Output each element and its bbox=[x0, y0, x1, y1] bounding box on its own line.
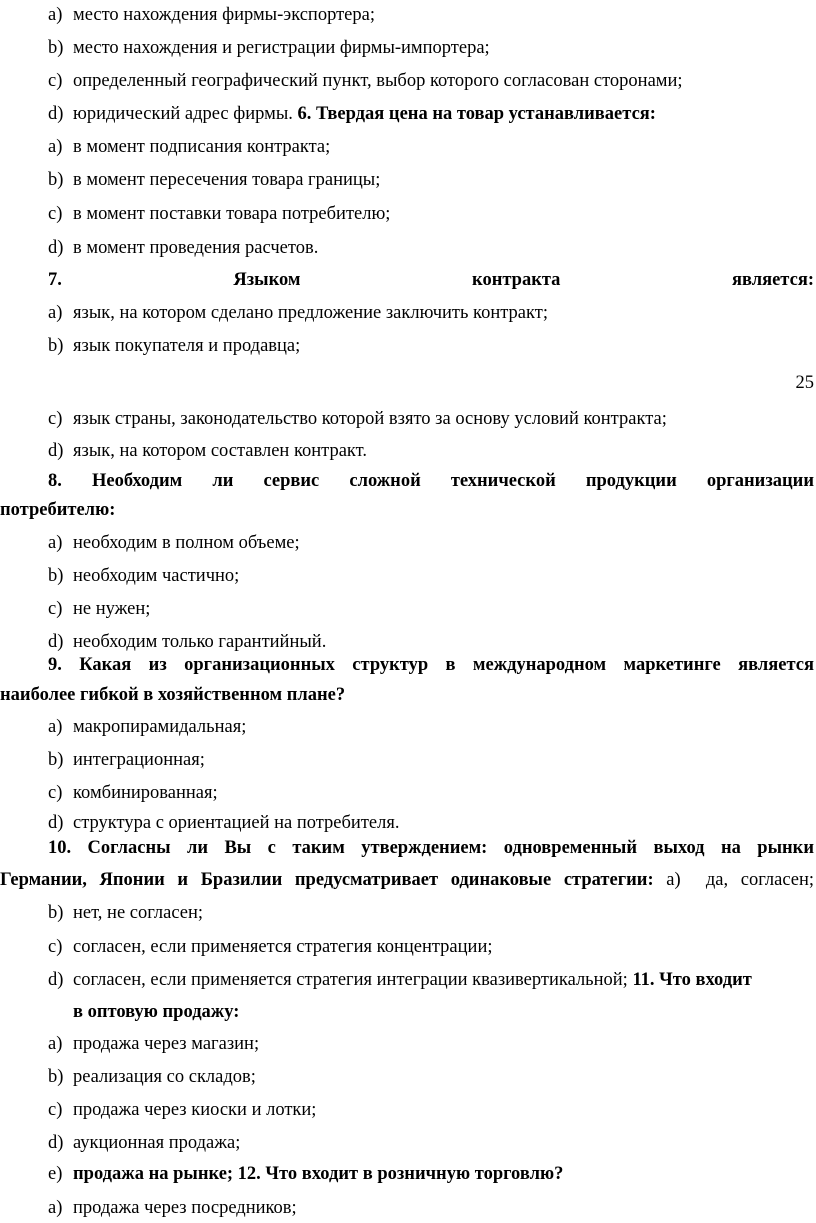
option-text-line bbox=[73, 165, 380, 195]
option-text-line bbox=[73, 298, 548, 328]
option-marker: c) bbox=[48, 599, 63, 619]
option-text: не нужен; bbox=[73, 599, 151, 619]
answer-option bbox=[0, 165, 816, 195]
option-marker: c) bbox=[48, 937, 63, 957]
option-text: интеграционная; bbox=[73, 750, 205, 770]
answer-option bbox=[0, 404, 816, 434]
option-text: нет, не согласен; bbox=[73, 903, 204, 923]
option-marker: b) bbox=[48, 38, 64, 58]
option-text-line bbox=[73, 594, 150, 624]
option-marker: b) bbox=[48, 903, 64, 923]
question-text: наиболее гибкой в хозяйственном плане? bbox=[0, 685, 346, 705]
answer-option bbox=[0, 898, 816, 928]
option-marker: a) bbox=[48, 5, 63, 25]
option-text-line bbox=[73, 778, 218, 808]
option-text-line bbox=[73, 1128, 240, 1158]
question-heading bbox=[0, 650, 816, 680]
option-marker: c) bbox=[48, 1100, 63, 1120]
option-text: в момент пересечения товара границы; bbox=[73, 170, 381, 190]
option-marker: b) bbox=[48, 1067, 64, 1087]
option-marker: d) bbox=[48, 238, 64, 258]
option-text: язык, на котором сделано предложение заключить контракт; bbox=[73, 303, 548, 323]
option-text: необходим только гарантийный. bbox=[73, 632, 327, 652]
question-text: 7. Языком контракта является: bbox=[48, 270, 814, 290]
question-heading bbox=[0, 833, 816, 863]
answer-option bbox=[0, 199, 816, 229]
option-marker: a) bbox=[48, 137, 63, 157]
option-text-line bbox=[73, 0, 375, 30]
option-text-line bbox=[73, 965, 752, 995]
option-text: согласен, если применяется стратегия интеграции квазивертикальной; bbox=[73, 970, 628, 990]
question-text: в оптовую продажу: bbox=[73, 1002, 240, 1022]
option-marker: d) bbox=[48, 441, 64, 461]
answer-option bbox=[0, 1159, 816, 1189]
option-text-line bbox=[73, 712, 246, 742]
question-heading bbox=[0, 466, 816, 496]
option-marker: а) bbox=[666, 870, 681, 890]
option-text-line bbox=[73, 1159, 563, 1189]
option-text: язык страны, законодательство которой взято за основу условий контракта; bbox=[73, 409, 667, 429]
option-text-line bbox=[73, 745, 205, 775]
question-heading bbox=[0, 265, 816, 295]
question-text: 6. Твердая цена на товар устанавливается: bbox=[297, 104, 656, 124]
option-text: макропирамидальная; bbox=[73, 717, 247, 737]
option-marker: b) bbox=[48, 170, 64, 190]
question-continuation bbox=[0, 997, 816, 1027]
option-text-line bbox=[73, 436, 367, 466]
option-text: место нахождения и регистрации фирмы-импортера; bbox=[73, 38, 490, 58]
answer-option bbox=[0, 66, 816, 96]
option-text: язык покупателя и продавца; bbox=[73, 336, 301, 356]
answer-option bbox=[0, 1062, 816, 1092]
answer-option bbox=[0, 778, 816, 808]
option-text: реализация со складов; bbox=[73, 1067, 256, 1087]
answer-option bbox=[0, 233, 816, 263]
option-text: в момент подписания контракта; bbox=[73, 137, 331, 157]
option-marker: a) bbox=[48, 1198, 63, 1218]
answer-option bbox=[0, 561, 816, 591]
option-marker: b) bbox=[48, 750, 64, 770]
option-marker: a) bbox=[48, 717, 63, 737]
option-text-line bbox=[73, 132, 330, 162]
option-text: продажа через посредников; bbox=[73, 1198, 297, 1218]
option-text: язык, на котором составлен контракт. bbox=[73, 441, 367, 461]
option-text-line bbox=[73, 33, 490, 63]
answer-option bbox=[0, 932, 816, 962]
option-marker: c) bbox=[48, 783, 63, 803]
option-text: юридический адрес фирмы. bbox=[73, 104, 293, 124]
page-number: 25 bbox=[795, 373, 814, 393]
answer-option bbox=[0, 0, 816, 30]
option-text: определенный географический пункт, выбор которого согласован сторонами; bbox=[73, 71, 683, 91]
option-marker: c) bbox=[48, 71, 63, 91]
answer-option bbox=[0, 594, 816, 624]
option-text: комбинированная; bbox=[73, 783, 218, 803]
option-text: продажа через магазин; bbox=[73, 1034, 260, 1054]
option-text: структура с ориентацией на потребителя. bbox=[73, 813, 400, 833]
question-text: 11. Что входит bbox=[632, 970, 752, 990]
option-marker: b) bbox=[48, 566, 64, 586]
option-text-line bbox=[73, 898, 203, 928]
option-text-line bbox=[73, 932, 492, 962]
option-text-line bbox=[73, 99, 656, 129]
answer-option bbox=[0, 528, 816, 558]
question-continuation bbox=[0, 865, 816, 895]
option-text-line bbox=[73, 66, 683, 96]
option-marker: a) bbox=[48, 303, 63, 323]
option-marker: d) bbox=[48, 813, 64, 833]
answer-option bbox=[0, 298, 816, 328]
option-text-line bbox=[73, 1095, 316, 1125]
question-text: 10. Согласны ли Вы с таким утверждением: одновременный выход на рынки bbox=[48, 838, 814, 858]
option-marker: d) bbox=[48, 632, 64, 652]
option-text-line bbox=[73, 233, 318, 263]
answer-option bbox=[0, 1193, 816, 1223]
option-text: продажа через киоски и лотки; bbox=[73, 1100, 317, 1120]
option-marker: c) bbox=[48, 409, 63, 429]
option-text-line bbox=[73, 1062, 256, 1092]
option-marker: a) bbox=[48, 533, 63, 553]
option-marker: d) bbox=[48, 970, 64, 990]
option-marker: a) bbox=[48, 1034, 63, 1054]
option-text-line bbox=[73, 199, 390, 229]
option-marker: d) bbox=[48, 104, 64, 124]
answer-option bbox=[0, 436, 816, 466]
answer-option bbox=[0, 33, 816, 63]
option-marker: c) bbox=[48, 204, 63, 224]
question-text: продажа на рынке; 12. Что входит в розничную торговлю? bbox=[73, 1164, 564, 1184]
option-text-line bbox=[73, 331, 300, 361]
answer-option bbox=[0, 132, 816, 162]
answer-option bbox=[0, 1029, 816, 1059]
option-text-line bbox=[73, 528, 300, 558]
option-text-line bbox=[73, 561, 239, 591]
answer-option bbox=[0, 965, 816, 995]
option-text-line bbox=[73, 1193, 297, 1223]
option-text: место нахождения фирмы-экспортера; bbox=[73, 5, 375, 25]
answer-option bbox=[0, 331, 816, 361]
option-marker: e) bbox=[48, 1164, 63, 1184]
option-text: согласен, если применяется стратегия концентрации; bbox=[73, 937, 493, 957]
option-text-line bbox=[73, 1029, 259, 1059]
answer-option bbox=[0, 1128, 816, 1158]
question-text: потребителю: bbox=[0, 500, 116, 520]
question-text: 9. Какая из организационных структур в международном маркетинге является bbox=[48, 655, 814, 675]
answer-option bbox=[0, 1095, 816, 1125]
question-text: 8. Необходим ли сервис сложной технической продукции организации bbox=[48, 471, 814, 491]
answer-option bbox=[0, 99, 816, 129]
option-text: в момент поставки товара потребителю; bbox=[73, 204, 391, 224]
option-text: необходим в полном объеме; bbox=[73, 533, 300, 553]
mixed-line bbox=[0, 865, 814, 895]
option-text: необходим частично; bbox=[73, 566, 240, 586]
question-continuation bbox=[0, 495, 816, 525]
option-text: аукционная продажа; bbox=[73, 1133, 241, 1153]
option-text-line bbox=[73, 404, 667, 434]
option-text: да, согласен; bbox=[705, 870, 815, 890]
question-text: Германии, Японии и Бразилии предусматривает одинаковые стратегии: bbox=[0, 870, 654, 890]
question-continuation bbox=[0, 680, 816, 710]
answer-option bbox=[0, 712, 816, 742]
option-marker: b) bbox=[48, 336, 64, 356]
option-text: в момент проведения расчетов. bbox=[73, 238, 319, 258]
answer-option bbox=[0, 745, 816, 775]
option-marker: d) bbox=[48, 1133, 64, 1153]
